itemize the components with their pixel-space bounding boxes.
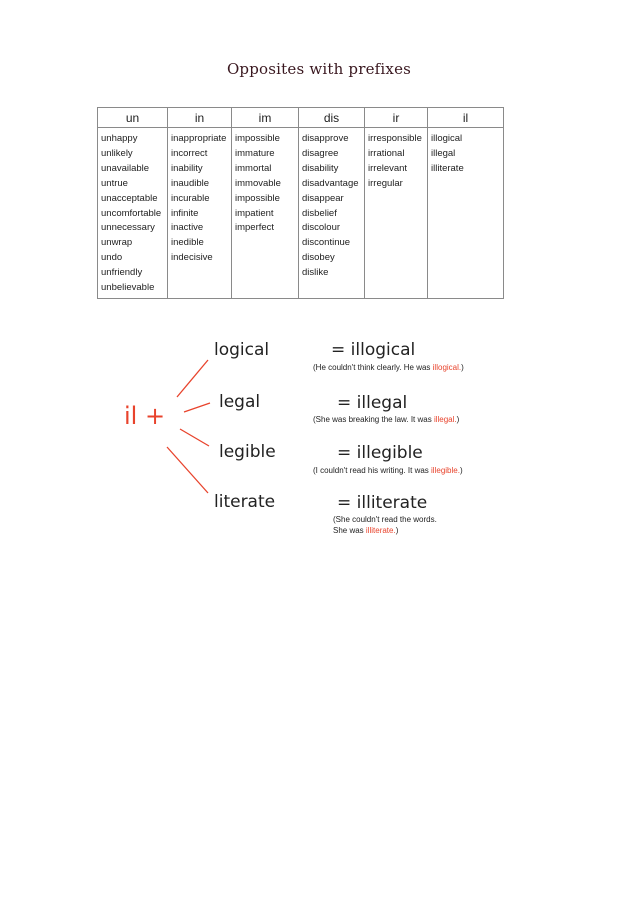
table-cell-word: unacceptable xyxy=(101,192,158,204)
table-cell-word: irregular xyxy=(368,177,403,189)
table-cell-word: undo xyxy=(101,252,123,264)
sentence-text: (He couldn't think clearly. He was xyxy=(313,363,433,372)
column-header: ir xyxy=(365,108,428,128)
column-header: il xyxy=(428,108,504,128)
table-cell-word: inactive xyxy=(171,222,204,234)
table-cell-word: illiterate xyxy=(431,162,464,174)
result-illogical: = illogical xyxy=(331,340,416,360)
sentence-highlight: illegible. xyxy=(431,466,460,475)
base-word-legal: legal xyxy=(219,392,261,412)
table-cell-word: immortal xyxy=(235,162,272,174)
table-cell-word: disadvantage xyxy=(302,177,359,189)
sentence-text: ) xyxy=(461,363,464,372)
example-sentence-illiterate xyxy=(333,514,437,536)
column-header: dis xyxy=(299,108,365,128)
table-cell-word: dislike xyxy=(302,267,329,279)
table-cell-word: inability xyxy=(171,162,203,174)
table-cell-word: irrelevant xyxy=(368,162,408,174)
sentence-text: ) xyxy=(395,526,399,535)
base-word-logical: logical xyxy=(214,340,270,360)
table-cell-word: disagree xyxy=(302,147,339,159)
table-cell-word: inedible xyxy=(171,237,204,249)
arrow-line-literate xyxy=(167,447,208,493)
table-cell-word: disability xyxy=(302,162,339,174)
table-cell-word: impatient xyxy=(235,207,274,219)
table-cell-word: unbelievable xyxy=(101,282,155,294)
sentence-text: (She couldn't read the words. xyxy=(333,515,437,524)
table-cell-word: indecisive xyxy=(171,252,213,264)
table-cell-word: imperfect xyxy=(235,222,275,234)
column-header: in xyxy=(168,108,232,128)
arrow-line-legal xyxy=(184,403,210,412)
prefix-root-label: il + xyxy=(124,402,166,430)
table-cell-word: unwrap xyxy=(101,237,133,249)
arrow-line-legible xyxy=(180,429,209,446)
base-word-literate: literate xyxy=(214,492,276,512)
table-cell-word: impossible xyxy=(235,133,280,144)
page-title: Opposites with prefixes xyxy=(226,60,412,78)
column-header: un xyxy=(98,108,168,128)
table-cell-word: discolour xyxy=(302,222,341,234)
sentence-highlight: illogical. xyxy=(432,363,462,372)
table-cell-word: unfriendly xyxy=(101,267,143,279)
column-header: im xyxy=(232,108,299,128)
sentence-text: She was xyxy=(333,526,366,535)
table-cell-word: immature xyxy=(235,147,275,159)
table-cell-word: unavailable xyxy=(101,162,150,174)
table-cell-word: irrational xyxy=(368,147,405,159)
example-sentence-illogical xyxy=(313,362,464,373)
sentence-text: ) xyxy=(456,415,460,424)
result-illegal: = illegal xyxy=(337,393,408,413)
table-cell-word: unlikely xyxy=(101,147,133,159)
example-sentence-illegal xyxy=(313,414,459,425)
sentence-highlight: illiterate. xyxy=(365,526,396,535)
table-cell-word: unnecessary xyxy=(101,222,155,234)
table-cell-word: disapprove xyxy=(302,133,349,144)
table-cell-word: irresponsible xyxy=(368,133,422,144)
result-illiterate: = illiterate xyxy=(337,493,428,513)
table-cell-word: uncomfortable xyxy=(101,207,162,219)
table-cell-word: incurable xyxy=(171,192,210,204)
table-cell-word: illogical xyxy=(431,133,463,144)
arrow-line-logical xyxy=(177,360,208,397)
table-cell-word: discontinue xyxy=(302,237,351,249)
sentence-text: (She was breaking the law. It was xyxy=(313,415,434,424)
sentence-highlight: illegal. xyxy=(433,415,457,424)
table-cell-word: immovable xyxy=(235,177,281,189)
table-cell-word: disappear xyxy=(302,192,344,204)
table-cell-word: untrue xyxy=(101,177,128,189)
table-cell-word: inaudible xyxy=(171,177,210,189)
table-cell-word: impossible xyxy=(235,192,280,204)
sentence-text: ) xyxy=(459,466,463,475)
sentence-text: (I couldn't read his writing. It was xyxy=(313,466,432,475)
base-word-legible: legible xyxy=(219,442,276,462)
table-cell-word: incorrect xyxy=(171,147,208,159)
table-cell-word: illegal xyxy=(431,147,456,159)
result-illegible: = illegible xyxy=(337,443,423,463)
table-cell-word: unhappy xyxy=(101,133,138,144)
table-cell-word: disbelief xyxy=(302,207,337,219)
example-sentence-illegible xyxy=(313,465,463,476)
table-cell-word: inappropriate xyxy=(171,133,227,144)
table-cell-word: disobey xyxy=(302,252,335,264)
table-cell-word: infinite xyxy=(171,207,199,219)
